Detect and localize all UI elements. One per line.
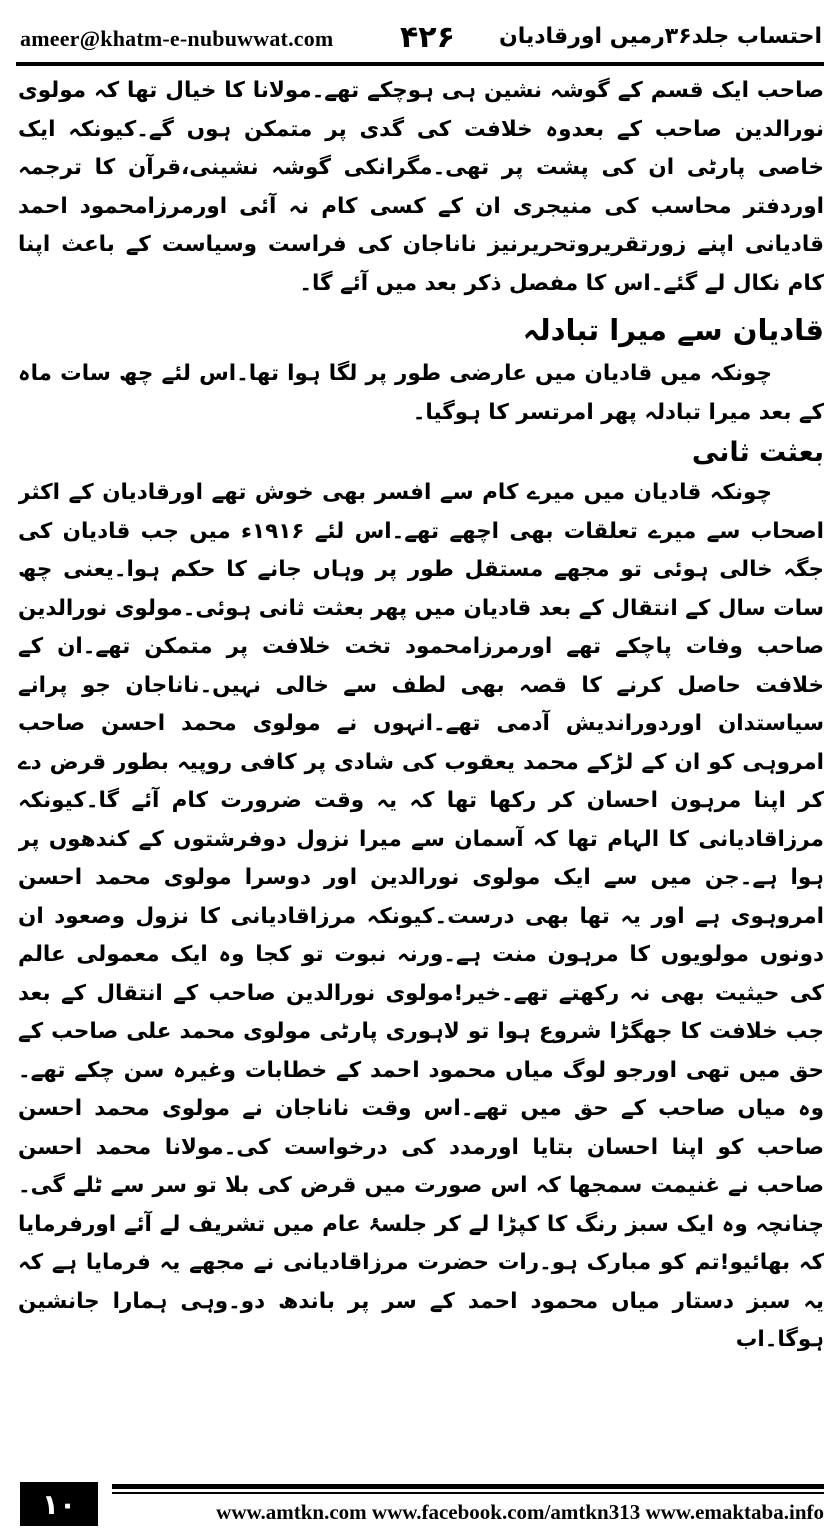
- section-heading-transfer: قادیان سے میرا تبادلہ: [522, 313, 824, 347]
- paragraph-intro: صاحب ایک قسم کے گوشہ نشین ہی ہوچکے تھے۔مولانا کا خیال تھا کہ مولوی نورالدین صاحب کے بعدوہ خلافت کی گدی پر متمکن ہوں گے۔کیونکہ ایک خاصی پارٹی ان کی پشت پر تھی۔مگرانکی گوشہ نشینی،قرآن کا ترجمہ اوردفتر محاسب کی منیجری ان کے کسی کام نہ آئی اورمرزامحمود احمد قادیانی اپنے زورتقریروتحریرنیز ناناجان کی فراست وسیاست کے باعث اپنا کام نکال لے گئے۔اس کا مفصل ذکر بعد میں آئے گا۔: [18, 78, 824, 296]
- footer-divider-thick: [112, 1484, 824, 1489]
- footer-links: www.amtkn.com www.facebook.com/amtkn313 www.emaktaba.info: [216, 1500, 824, 1524]
- footer-folio: ۱۰: [20, 1482, 98, 1526]
- header-running-title: احتساب جلد۳۶رمیں اورقادیان: [498, 24, 822, 49]
- page-header: [16, 8, 824, 54]
- footer-divider-thin: [112, 1492, 824, 1494]
- header-page-number: ۴۲۶: [400, 20, 455, 55]
- header-email: ameer@khatm-e-nubuwwat.com: [20, 26, 334, 51]
- header-divider: [16, 62, 824, 66]
- paragraph-transfer: چونکہ میں قادیان میں عارضی طور پر لگا ہوا تھا۔اس لئے چھ سات ماہ کے بعد میرا تبادلہ پھر امرتسر کا ہوگیا۔: [18, 361, 824, 425]
- section-heading-second-advent: بعثت ثانی: [691, 437, 824, 468]
- paragraph-second-advent: چونکہ قادیان میں میرے کام سے افسر بھی خوش تھے اورقادیان کے اکثر اصحاب سے میرے تعلقات بھی اچھے تھے۔اس لئے ۱۹۱۶ء میں جب قادیان کی جگہ خالی ہوئی تو مجھے مستقل طور پر وہاں جانے کا حکم ہوا۔یعنی چھ سات سال کے انتقال کے بعد قادیان میں پھر بعثت ثانی ہوئی۔مولوی نورالدین صاحب وفات پاچکے تھے اورمرزامحمود تخت خلافت پر متمکن تھے۔ان کے خلافت حاصل کرنے کا قصہ بھی لطف سے خالی نہیں۔ناناجان جو پرانے سیاستدان اوردوراندیش آدمی تھے۔انہوں نے مولوی محمد احسن صاحب امروہی کو ان کے لڑکے محمد یعقوب کی شادی پر کافی روپیہ بطور قرض دے کر اپنا مرہون احسان کر رکھا تھا کہ یہ وقت ضرورت کام آئے گا۔کیونکہ مرزاقادیانی کا الہام تھا کہ آسمان سے میرا نزول دوفرشتوں کے کندھوں پر ہوا ہے۔جن میں سے ایک مولوی نورالدین اور دوسرا مولوی محمد احسن امروہوی ہے اور یہ تھا بھی درست۔کیونکہ مرزاقادیانی کا نزول وصعود ان دونوں مولویوں کا مرہون منت ہے۔ورنہ نبوت تو کجا وہ ایک معمولی عالم کی حیثیت بھی نہ رکھتے تھے۔خیر!مولوی نورالدین صاحب کے انتقال کے بعد جب خلافت کا جھگڑا شروع ہوا تو لاہوری پارٹی مولوی محمد علی صاحب کے حق میں تھی اورجو لوگ میاں محمود احمد کے خطابات وغیرہ سن چکے تھے۔وہ میاں صاحب کے حق میں تھے۔اس وقت ناناجان نے مولوی محمد احسن صاحب کو اپنا احسان بتایا اورمدد کی درخواست کی۔مولانا محمد احسن صاحب نے غنیمت سمجھا کہ اس صورت میں قرض کی بلا تو سر سے ٹلے گی۔چنانچہ وہ ایک سبز رنگ کا کپڑا لے کر جلسۂ عام میں تشریف لے آئے اورفرمایا کہ بھائیو!تم کو مبارک ہو۔رات حضرت مرزاقادیانی نے مجھے یہ فرمایا ہے کہ یہ سبز دستار میاں محمود احمد کے سر پر باندھ دو۔وہی ہمارا جانشین ہوگا۔اب: [18, 480, 824, 1352]
- page-footer: [16, 1468, 824, 1532]
- page-content: [18, 72, 824, 1460]
